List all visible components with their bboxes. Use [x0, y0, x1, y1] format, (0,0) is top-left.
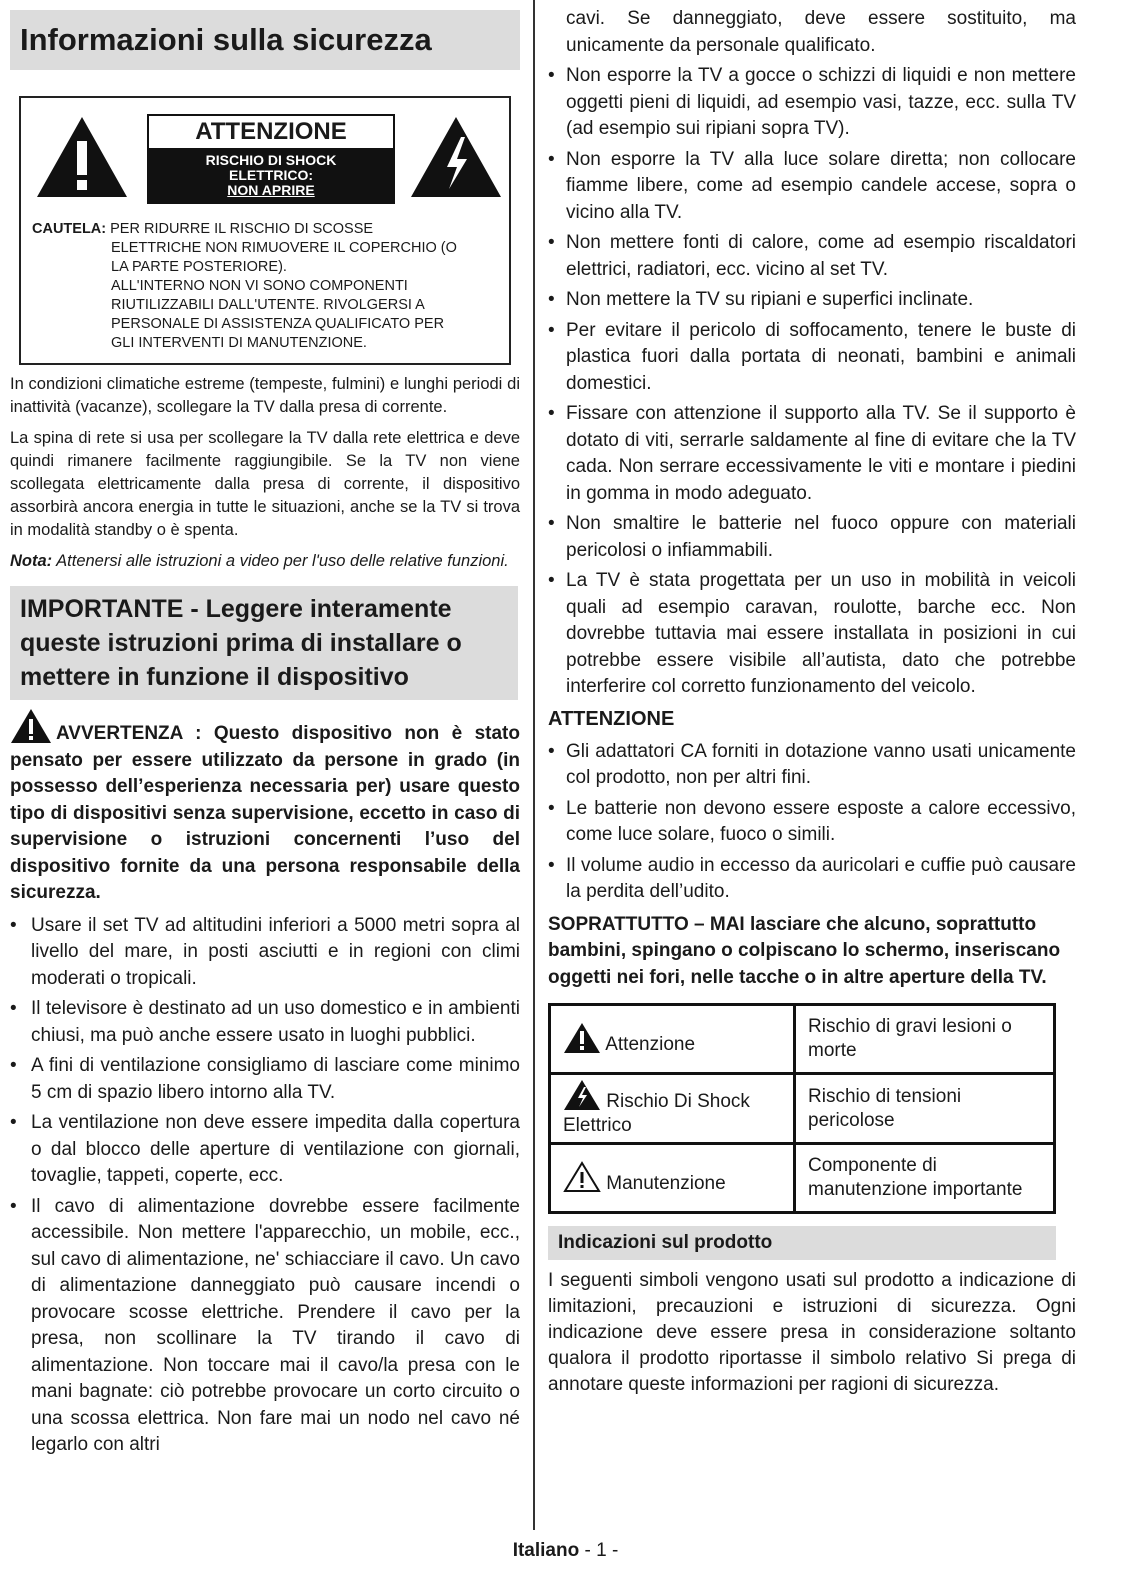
warning-triangle-icon [563, 1022, 601, 1054]
warning-box [19, 96, 511, 365]
right-bullet-list [548, 63, 1076, 701]
product-indications-text: I seguenti simboli vengono usati sul prodotto a indicazione di limitazioni, precauzioni e istruzioni di sicurezza. Ogni indicazione deve essere presa in considerazione soltanto qualora il prodotto riportasse il simbolo relativo Si prega di annotare queste informazioni per ragioni di sicurezza. [548, 1270, 1076, 1395]
left-column [10, 10, 520, 1463]
right-column [548, 6, 1076, 1398]
list-item: • Gli adattatori CA forniti in dotazione vanno usati unicamente col prodotto, non per altri fini. [548, 739, 1076, 792]
warning-heading: ATTENZIONE [147, 114, 395, 150]
list-item: • La ventilazione non deve essere impedita dalla copertura o dal blocco delle aperture di ventilazione con giornali, tovaglie, tappeti, coperte, ecc. [10, 1110, 520, 1190]
important-heading: IMPORTANTE - Leggere interamente queste istruzioni prima di installare o mettere in funzione il dispositivo [10, 586, 518, 700]
list-item: • Il cavo di alimentazione dovrebbe essere facilmente accessibile. Non mettere l'apparecchio, un mobile, ecc., sul cavo di alimentazione, ne' schiacciare il cavo. Un cavo di alimentazione danneggiato può causare incendi o provocare scosse elettriche. Prendere il cavo per la presa, non scollinare la TV tirando il cavo di alimentazione. Non toccare mai il cavo/la presa con le mani bagnate: ciò potrebbe provocare un corto circuito o una scossa elettrica. Non fare mai un nodo nel cavo né legarlo con altri [10, 1194, 520, 1459]
warning-triangle-icon [10, 708, 52, 744]
maintenance-triangle-icon [563, 1161, 601, 1193]
table-row [550, 1144, 1055, 1213]
caution-line: RIUTILIZZABILI DALL'UTENTE. RIVOLGERSI A [111, 297, 425, 313]
column-divider [533, 0, 535, 1530]
page-title: Informazioni sulla sicurezza [10, 10, 520, 70]
list-item: • Le batterie non devono essere esposte a calore eccessivo, come luce solare, fuoco o simili. [548, 796, 1076, 849]
footer-language: Italiano [512, 1540, 580, 1561]
caution-line: ELETTRICHE NON RIMUOVERE IL COPERCHIO (O [111, 240, 457, 256]
caution-label: CAUTELA: [32, 221, 107, 237]
left-bullet-list [10, 913, 520, 1459]
symbol-cell [550, 1074, 795, 1144]
symbol-cell [550, 1144, 795, 1213]
lightning-triangle-icon [409, 115, 503, 199]
list-item: • Non mettere la TV su ripiani e superfici inclinate. [548, 287, 1076, 314]
caution-text [32, 220, 457, 353]
soprattutto-paragraph: SOPRATTUTTO – MAI lasciare che alcuno, soprattutto bambini, spingano o colpiscano lo schermo, inseriscano oggetti nei fori, nelle tacche o in altre aperture della TV. [548, 913, 1061, 988]
symbol-description: Componente di manutenzione importante [795, 1144, 1055, 1213]
list-item: • Non smaltire le batterie nel fuoco oppure con materiali pericolosi o infiammabili. [548, 511, 1076, 564]
list-item: • Per evitare il pericolo di soffocamento, tenere le buste di plastica fuori dalla portata di neonati, bambini e animali domestici. [548, 318, 1076, 398]
warning-triangle-icon [35, 115, 129, 199]
list-item: • Non esporre la TV alla luce solare diretta; non collocare fiamme libere, come ad esempio candele accese, sopra o vicino alla TV. [548, 147, 1076, 227]
symbol-label: Manutenzione [606, 1172, 726, 1194]
symbols-table [548, 1003, 1056, 1214]
caution-line: GLI INTERVENTI DI MANUTENZIONE. [111, 335, 367, 351]
shock-line: ELETTRICO: [229, 167, 313, 183]
caution-line: ALL'INTERNO NON VI SONO COMPONENTI [111, 278, 408, 294]
continuation-text: cavi. Se danneggiato, deve essere sostituito, ma unicamente da personale qualificato. [566, 8, 1076, 56]
note-label: Nota: [10, 552, 53, 570]
shock-warning-label [147, 148, 395, 204]
plug-paragraph: La spina di rete si usa per scollegare la TV dalla rete elettrica e deve quindi rimanere facilmente raggiungibile. Se la TV non viene scollegata elettricamente dalla presa di corrente, il dispositivo assorbirà ancora energia in tutte le situazioni, anche se la TV si trova in modalità standby o è spenta. [10, 429, 520, 539]
product-indications-heading: Indicazioni sul prodotto [548, 1226, 1056, 1260]
caution-line: LA PARTE POSTERIORE). [111, 259, 287, 275]
symbol-cell [550, 1005, 795, 1074]
list-item: • A fini di ventilazione consigliamo di lasciare come minimo 5 cm di spazio libero intorno alla TV. [10, 1053, 520, 1106]
caution-line: PER RIDURRE IL RISCHIO DI SCOSSE [110, 221, 374, 237]
list-item: • La TV è stata progettata per un uso in mobilità in veicoli quali ad esempio caravan, roulotte, barche ecc. Non dovrebbe tuttavia mai essere installata in posizioni in cui potrebbe essere visibile all’autista, dato che potrebbe interferire col corretto funzionamento del veicolo. [548, 568, 1076, 701]
avvertenza-paragraph [10, 708, 520, 907]
symbol-description: Rischio di gravi lesioni o morte [795, 1005, 1055, 1074]
list-item: • Il televisore è destinato ad un uso domestico e in ambienti chiusi, ma può anche essere usato in luoghi pubblici. [10, 996, 520, 1049]
symbol-description: Rischio di tensioni pericolose [795, 1074, 1055, 1144]
avvertenza-text: AVVERTENZA : Questo dispositivo non è stato pensato per essere utilizzato da persone in grado (in possesso dell’esperienza necessaria per) usare questo tipo di dispositivi senza supervisione, eccetto in caso di supervisione o istruzioni concernenti l’uso del dispositivo fornite da una persona responsabile della sicurezza. [10, 723, 520, 903]
list-item: • Usare il set TV ad altitudini inferiori a 5000 metri sopra al livello del mare, in posti asciutti e in regioni con climi moderati o tropicali. [10, 913, 520, 993]
shock-line: RISCHIO DI SHOCK [205, 152, 337, 168]
list-item: • Fissare con attenzione il supporto alla TV. Se il supporto è dotato di viti, serrarle saldamente al fine di evitare che la TV cada. Non serrare eccessivamente le viti e montare i piedini in gomma in modo adeguato. [548, 401, 1076, 507]
shock-line: NON APRIRE [227, 182, 315, 198]
note-text: Attenersi alle istruzioni a video per l'uso delle relative funzioni. [56, 552, 509, 570]
list-item: • Il volume audio in eccesso da auricolari e cuffie può causare la perdita dell’udito. [548, 853, 1076, 906]
note-paragraph [10, 551, 520, 572]
page-footer [0, 1540, 1131, 1562]
table-row [550, 1074, 1055, 1144]
list-item: • Non mettere fonti di calore, come ad esempio riscaldatori elettrici, radiatori, ecc. vicino al set TV. [548, 230, 1076, 283]
lightning-triangle-icon [563, 1079, 601, 1111]
table-row [550, 1005, 1055, 1074]
list-item: • Non esporre la TV a gocce o schizzi di liquidi e non mettere oggetti pieni di liquidi, ad esempio vasi, tazze, ecc. sulla TV (ad esempio sui ripiani sopra TV). [548, 63, 1076, 143]
attenzione-bullet-list [548, 739, 1076, 906]
symbol-label: Attenzione [605, 1033, 696, 1055]
attenzione-heading: ATTENZIONE [548, 707, 675, 730]
symbol-label: Rischio Di Shock Elettrico [563, 1091, 750, 1136]
caution-line: PERSONALE DI ASSISTENZA QUALIFICATO PER [111, 316, 445, 332]
page-number: - 1 - [584, 1540, 619, 1561]
climate-paragraph: In condizioni climatiche estreme (tempeste, fulmini) e lunghi periodi di inattività (vacanze), scollegare la TV dalla presa di corrente. [10, 375, 520, 416]
